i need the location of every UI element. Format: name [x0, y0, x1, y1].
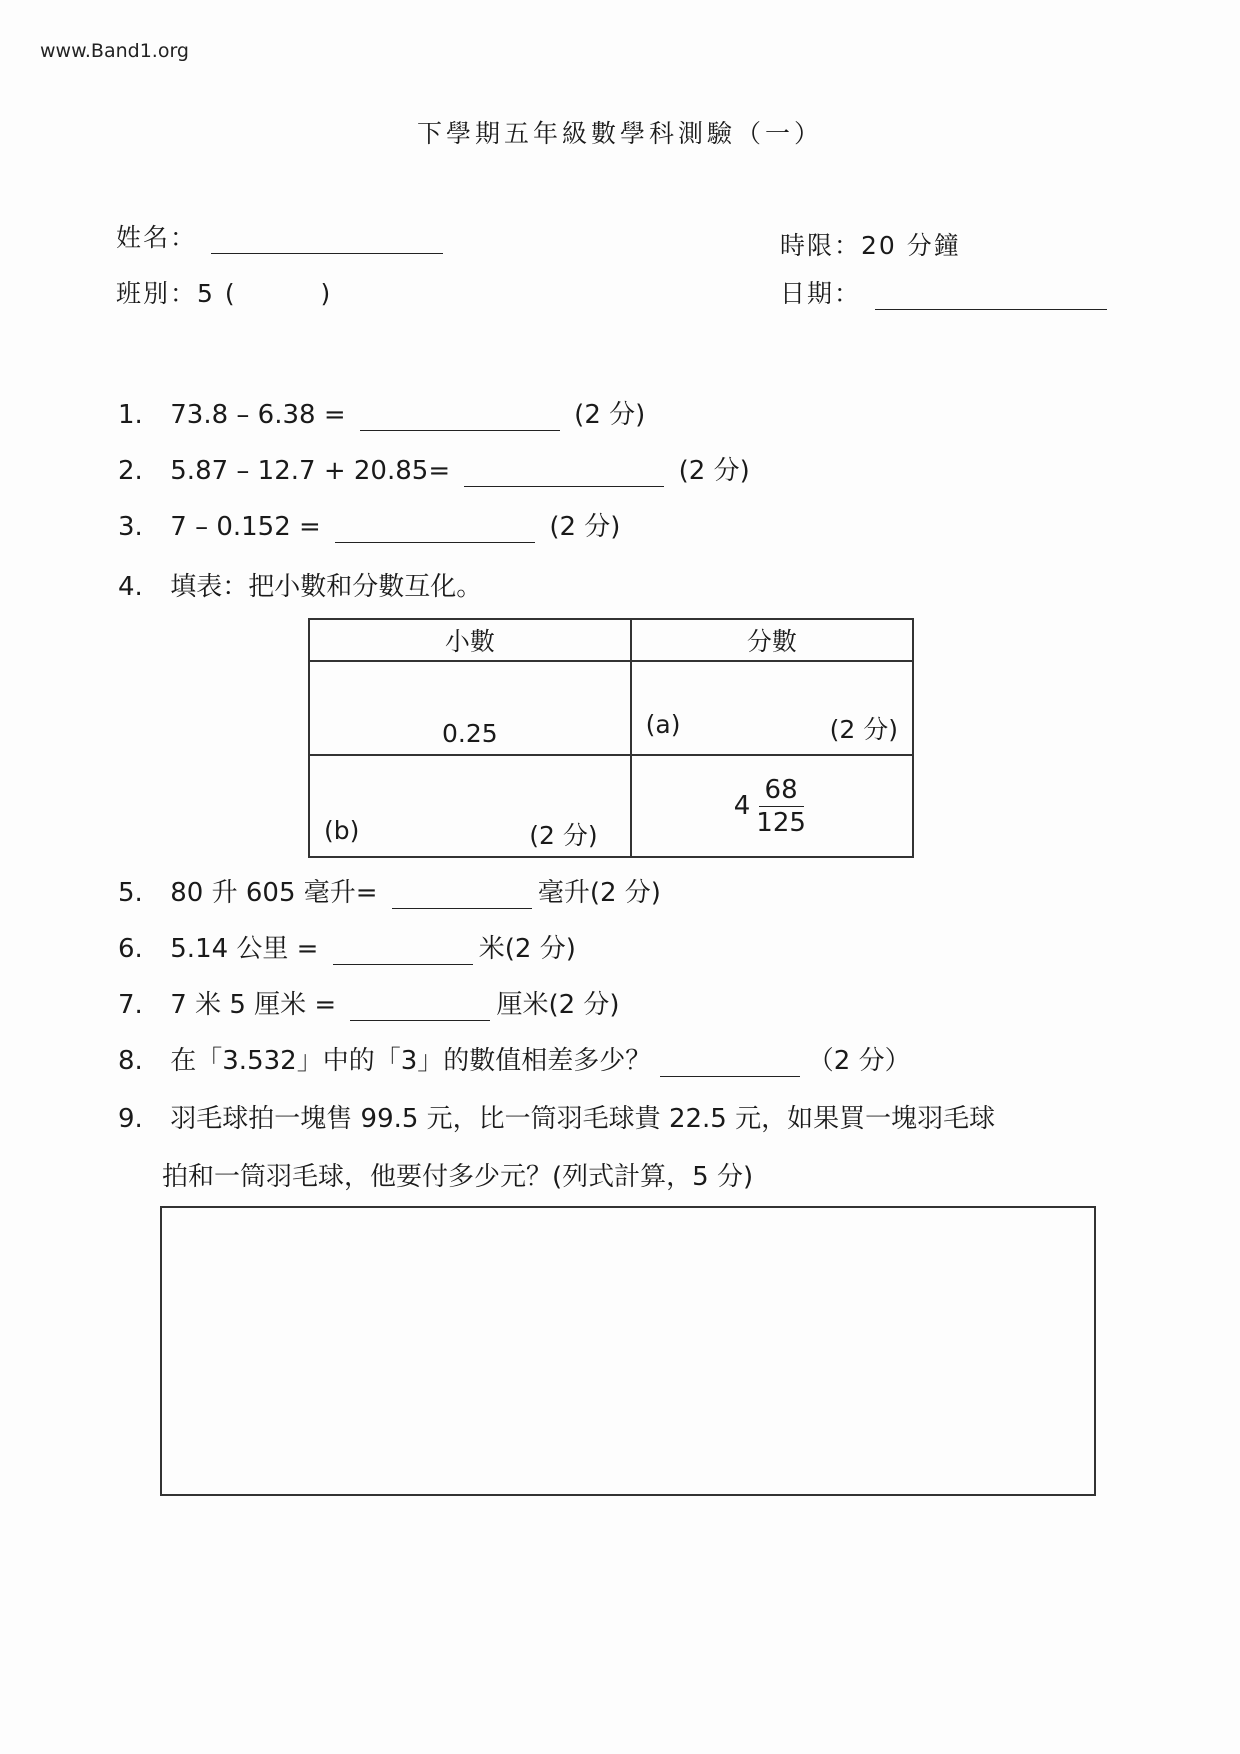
class-field	[116, 274, 332, 310]
question-text-line1: 羽毛球拍一塊售 99.5 元，比一筒羽毛球貴 22.5 元，如果買一塊羽毛球	[170, 1104, 996, 1134]
fraction-numerator: 68	[759, 774, 804, 807]
question-8	[118, 1040, 911, 1077]
site-url: www.Band1.org	[40, 40, 189, 62]
answer-label-b: (b)	[324, 816, 360, 845]
question-expr: 7 – 0.152 =	[170, 512, 321, 542]
question-number: 5.	[118, 878, 143, 908]
question-9	[118, 1098, 995, 1135]
question-expr: 5.14 公里 =	[170, 934, 319, 964]
fraction-whole: 4	[733, 791, 751, 821]
question-6	[118, 928, 576, 965]
question-number: 4.	[118, 572, 143, 602]
question-number: 9.	[118, 1104, 143, 1134]
question-text: 在「3.532」中的「3」的數值相差多少？	[170, 1046, 652, 1076]
mixed-fraction	[734, 774, 810, 839]
header-decimal: 小數	[309, 619, 631, 661]
question-unit: 毫升(2 分)	[537, 878, 661, 908]
name-field	[116, 218, 443, 254]
page-title: 下學期五年級數學科測驗（一）	[416, 119, 823, 148]
question-marks: (2 分)	[678, 456, 750, 486]
table-header-row	[309, 619, 913, 661]
answer-blank[interactable]	[333, 938, 473, 965]
question-expr: 80 升 605 毫升=	[170, 878, 378, 908]
question-expr: 7 米 5 厘米 =	[170, 990, 337, 1020]
question-number: 6.	[118, 934, 143, 964]
cell-decimal-given: 0.25	[309, 661, 631, 755]
name-blank[interactable]	[211, 225, 443, 254]
time-limit: 時限：20 分鐘	[780, 231, 961, 260]
date-field	[780, 274, 1107, 310]
answer-blank[interactable]	[660, 1050, 800, 1077]
question-expr: 73.8 – 6.38 =	[170, 400, 346, 430]
question-1	[118, 394, 645, 431]
question-unit: 厘米(2 分)	[496, 990, 620, 1020]
name-label: 姓名：	[116, 223, 198, 252]
question-expr: 5.87 – 12.7 + 20.85=	[170, 456, 451, 486]
answer-label-a: (a)	[645, 710, 681, 739]
question-text: 填表：把小數和分數互化。	[170, 572, 483, 602]
date-label: 日期：	[780, 279, 862, 308]
table-row	[309, 661, 913, 755]
question-number: 8.	[118, 1046, 143, 1076]
table-row	[309, 755, 913, 857]
question-marks: (2 分)	[549, 512, 621, 542]
question-marks: (2 分)	[574, 400, 646, 430]
question-number: 2.	[118, 456, 143, 486]
question-unit: 米(2 分)	[478, 934, 576, 964]
class-close: )	[320, 279, 333, 308]
question-2	[118, 450, 750, 487]
answer-blank[interactable]	[350, 994, 490, 1021]
cell-decimal-answer[interactable]	[309, 755, 631, 857]
conversion-table	[308, 618, 914, 858]
cell-marks: (2 分)	[529, 821, 598, 850]
cell-fraction-answer[interactable]	[631, 661, 913, 755]
question-marks: （2 分）	[807, 1046, 911, 1076]
class-label: 班別：5 (	[116, 279, 237, 308]
question-5	[118, 872, 661, 909]
question-4	[118, 566, 482, 603]
question-number: 1.	[118, 400, 143, 430]
answer-blank[interactable]	[464, 460, 664, 487]
date-blank[interactable]	[875, 281, 1107, 310]
question-number: 7.	[118, 990, 143, 1020]
working-answer-box[interactable]	[160, 1206, 1096, 1496]
answer-blank[interactable]	[335, 516, 535, 543]
question-3	[118, 506, 620, 543]
header-fraction: 分數	[631, 619, 913, 661]
cell-marks: (2 分)	[829, 715, 898, 744]
question-number: 3.	[118, 512, 143, 542]
question-9-line2: 拍和一筒羽毛球，他要付多少元？(列式計算，5 分)	[162, 1162, 754, 1192]
answer-blank[interactable]	[392, 882, 532, 909]
question-7	[118, 984, 620, 1021]
fraction-denominator: 125	[756, 807, 806, 838]
answer-blank[interactable]	[360, 404, 560, 431]
cell-fraction-given	[631, 755, 913, 857]
